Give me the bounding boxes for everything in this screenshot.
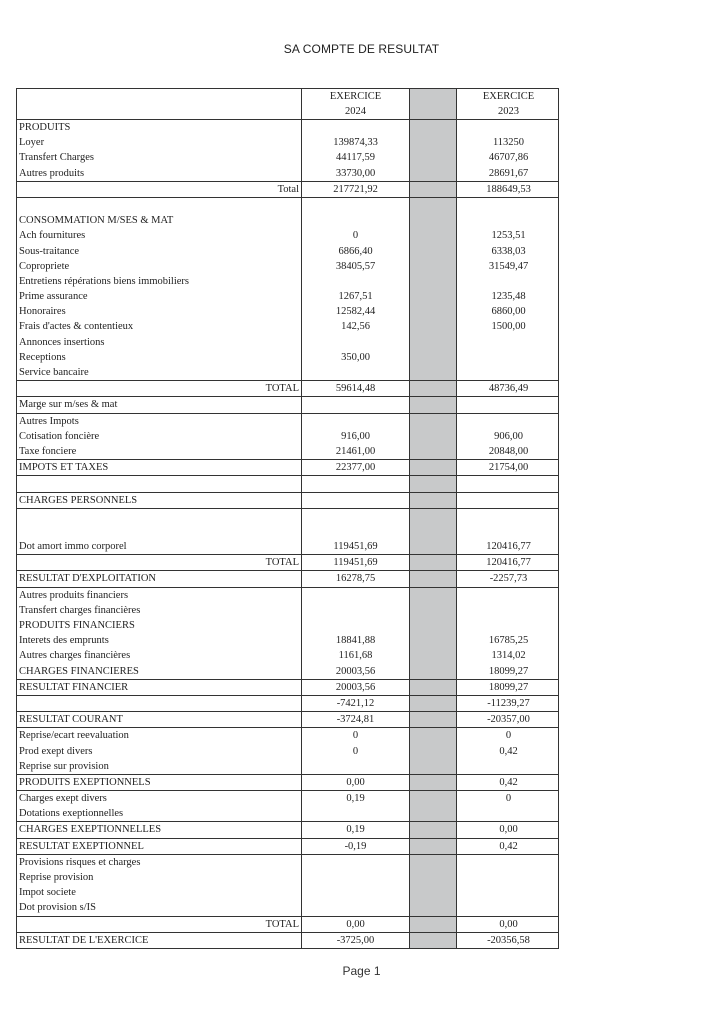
value-2024: -7421,12 <box>336 697 375 709</box>
value-2024: 20003,56 <box>335 665 376 677</box>
label-column <box>17 791 302 821</box>
value-2023: 0,00 <box>499 918 518 930</box>
document-title: SA COMPTE DE RESULTAT <box>283 42 440 56</box>
row-label: CHARGES EXEPTIONNELLES <box>19 824 162 836</box>
value-2024 <box>302 855 409 870</box>
value-2024-column <box>302 397 410 412</box>
value-2024-column <box>302 791 410 821</box>
row-label: CONSOMMATION M/SES & MAT <box>19 215 174 227</box>
value-2023: -20357,00 <box>487 714 530 726</box>
value-2023-column <box>457 414 560 460</box>
value-2023: 1314,02 <box>491 650 526 662</box>
value-2023 <box>457 588 560 603</box>
gray-separator-column <box>410 728 457 774</box>
value-2024 <box>302 198 409 213</box>
row-label: Loyer <box>19 137 45 149</box>
label-column <box>17 571 302 586</box>
value-2023: 20848,00 <box>488 445 529 457</box>
row-label: Dot provision s/IS <box>19 902 97 914</box>
value-2023: 31549,47 <box>488 260 529 272</box>
value-2024 <box>302 524 409 539</box>
value-2023-column <box>457 696 560 711</box>
value-2023-column <box>457 855 560 916</box>
gray-separator-column <box>410 822 457 837</box>
value-2024: -0,19 <box>344 840 367 852</box>
value-2024-column <box>302 775 410 790</box>
value-2024: 0,19 <box>346 824 365 836</box>
row-label: Autres Impots <box>19 415 79 427</box>
value-2024-column <box>302 728 410 774</box>
value-2024-column <box>302 680 410 695</box>
row-label: Entretiens répérations biens immobiliers <box>19 275 189 287</box>
value-2023-column <box>457 712 560 727</box>
value-2023 <box>457 759 560 774</box>
row-label: Ach fournitures <box>19 230 86 242</box>
header-2024 <box>302 89 410 119</box>
value-2023: 48736,49 <box>488 383 529 395</box>
value-2023: 28691,67 <box>488 167 529 179</box>
gray-separator-column <box>410 775 457 790</box>
value-2024 <box>302 365 409 380</box>
value-2023-column <box>457 775 560 790</box>
value-2024-column <box>302 509 410 555</box>
gray-separator-column <box>410 89 457 119</box>
value-2024 <box>302 414 409 429</box>
table-body <box>16 120 559 949</box>
value-2024: 0,00 <box>346 918 365 930</box>
value-2023 <box>457 524 560 539</box>
value-2023 <box>457 365 560 380</box>
value-2024 <box>302 759 409 774</box>
value-2024: -3725,00 <box>336 934 375 946</box>
value-2023-column <box>457 933 560 948</box>
value-2023: 6860,00 <box>491 306 526 318</box>
value-2023-column <box>457 822 560 837</box>
total-label: Total <box>277 183 299 195</box>
value-2023 <box>457 335 560 350</box>
row-label: Autres produits financiers <box>19 589 129 601</box>
total-block <box>16 555 559 571</box>
value-2024: 12582,44 <box>335 306 376 318</box>
row-label: RESULTAT FINANCIER <box>19 681 129 693</box>
table-block <box>16 414 559 461</box>
income-statement-table <box>16 88 559 949</box>
label-column <box>17 555 302 570</box>
label-column <box>17 588 302 679</box>
value-2024 <box>302 335 409 350</box>
label-column <box>17 680 302 695</box>
value-2024: 142,56 <box>341 321 370 333</box>
row-label: Reprise/ecart reevaluation <box>19 730 129 742</box>
row-label: Sous-traitance <box>19 245 80 257</box>
value-2023-column <box>457 381 560 396</box>
row-label: RESULTAT DE L'EXERCICE <box>19 934 149 946</box>
label-column <box>17 822 302 837</box>
row-label: Impot societe <box>19 887 76 899</box>
row-label: PRODUITS EXEPTIONNELS <box>19 776 151 788</box>
table-block <box>16 680 559 696</box>
table-block <box>16 509 559 556</box>
value-2024: 350,00 <box>341 351 370 363</box>
value-2024 <box>302 806 409 821</box>
value-2024: 139874,33 <box>333 137 378 149</box>
value-2024-column <box>302 696 410 711</box>
label-column <box>17 460 302 475</box>
label-column <box>17 198 302 380</box>
gray-separator-column <box>410 381 457 396</box>
table-block <box>16 791 559 822</box>
label-column <box>17 414 302 460</box>
value-2024: 0 <box>352 230 359 242</box>
value-2023: 120416,77 <box>486 557 531 569</box>
value-2023: 1253,51 <box>491 230 526 242</box>
value-2024-column <box>302 120 410 181</box>
value-2024: 217721,92 <box>333 183 378 195</box>
value-2024: 1161,68 <box>338 650 373 662</box>
label-column <box>17 839 302 854</box>
value-2023: 21754,00 <box>488 462 529 474</box>
total-block <box>16 917 559 933</box>
gray-separator-column <box>410 509 457 555</box>
page-number: Page 1 <box>342 964 381 978</box>
table-block <box>16 933 559 949</box>
value-2024: 59614,48 <box>335 383 376 395</box>
value-2024-column <box>302 855 410 916</box>
value-2023-column <box>457 493 560 508</box>
header-2024-year: 2024 <box>345 106 366 117</box>
value-2023: -11239,27 <box>487 697 530 709</box>
label-column <box>17 933 302 948</box>
gray-separator-column <box>410 476 457 491</box>
table-block <box>16 588 559 680</box>
gray-separator-column <box>410 493 457 508</box>
total-label: TOTAL <box>265 383 299 395</box>
value-2024: 38405,57 <box>335 260 376 272</box>
value-2024-column <box>302 917 410 932</box>
value-2023: 906,00 <box>494 430 523 442</box>
value-2023 <box>457 198 560 213</box>
header-2023-label: EXERCICE <box>482 91 535 102</box>
row-label: RESULTAT COURANT <box>19 714 123 726</box>
row-label: RESULTAT D'EXPLOITATION <box>19 573 157 585</box>
gray-separator-column <box>410 588 457 679</box>
value-2023 <box>457 274 560 289</box>
header-label-cell <box>17 89 302 119</box>
total-label: TOTAL <box>265 918 299 930</box>
label-column <box>17 775 302 790</box>
row-label: Honoraires <box>19 306 66 318</box>
value-2024: 21461,00 <box>335 445 376 457</box>
row-label: Marge sur m/ses & mat <box>19 399 118 411</box>
value-2023: 0 <box>505 730 512 742</box>
label-column <box>17 855 302 916</box>
value-2024 <box>302 885 409 900</box>
value-2024-column <box>302 381 410 396</box>
label-column <box>17 476 302 491</box>
value-2024 <box>302 509 409 524</box>
header-2023 <box>457 89 560 119</box>
value-2023 <box>457 603 560 618</box>
value-2024-column <box>302 198 410 380</box>
value-2023-column <box>457 571 560 586</box>
row-label: Receptions <box>19 351 66 363</box>
row-label: Autres produits <box>19 167 85 179</box>
value-2023-column <box>457 198 560 380</box>
table-block <box>16 493 559 509</box>
gray-separator-column <box>410 397 457 412</box>
value-2023 <box>457 120 560 135</box>
value-2024: 6866,40 <box>338 245 373 257</box>
value-2024: 20003,56 <box>335 681 376 693</box>
value-2024 <box>302 588 409 603</box>
gray-separator-column <box>410 571 457 586</box>
table-block <box>16 839 559 855</box>
table-block <box>16 728 559 775</box>
row-label: Annonces insertions <box>19 336 105 348</box>
value-2023: -20356,58 <box>487 934 530 946</box>
row-label: Prod exept divers <box>19 745 93 757</box>
row-label <box>19 696 301 711</box>
value-2024: 0,19 <box>346 793 365 805</box>
row-label: Transfert Charges <box>19 152 94 164</box>
value-2023 <box>457 900 560 915</box>
value-2023: 46707,86 <box>488 152 529 164</box>
row-label: Provisions risques et charges <box>19 856 141 868</box>
label-column <box>17 381 302 396</box>
row-label: Service bancaire <box>19 367 89 378</box>
value-2023 <box>457 493 560 508</box>
value-2024: 1267,51 <box>338 291 373 303</box>
row-label: Reprise provision <box>19 872 94 883</box>
table-header <box>16 88 559 120</box>
value-2023 <box>457 414 560 429</box>
value-2023: 120416,77 <box>486 541 531 553</box>
value-2023-column <box>457 680 560 695</box>
value-2024: 16278,75 <box>335 573 376 585</box>
row-label: Prime assurance <box>19 291 88 303</box>
table-block <box>16 571 559 587</box>
label-column <box>17 696 302 711</box>
value-2023 <box>457 806 560 821</box>
value-2024: 44117,59 <box>336 152 375 164</box>
row-label: Copropriete <box>19 260 70 272</box>
value-2023: 0,42 <box>499 776 518 788</box>
label-column <box>17 120 302 181</box>
value-2023: 0,00 <box>499 824 518 836</box>
value-2023-column <box>457 182 560 197</box>
row-label: CHARGES PERSONNELS <box>19 494 138 506</box>
value-2023: 0 <box>505 793 512 805</box>
value-2024-column <box>302 839 410 854</box>
value-2024: 916,00 <box>341 430 370 442</box>
total-label: TOTAL <box>265 557 299 569</box>
label-column <box>17 917 302 932</box>
value-2023 <box>457 213 560 228</box>
value-2023 <box>457 476 560 491</box>
label-column <box>17 509 302 555</box>
value-2024 <box>302 120 409 135</box>
value-2023: 0,42 <box>499 745 518 757</box>
value-2023: 113250 <box>492 137 525 149</box>
row-label: Dotations exeptionnelles <box>19 808 124 820</box>
gray-separator-column <box>410 855 457 916</box>
row-label <box>19 476 301 491</box>
value-2023-column <box>457 120 560 181</box>
row-label <box>19 524 301 539</box>
table-block <box>16 460 559 476</box>
value-2024-column <box>302 476 410 491</box>
value-2023 <box>457 397 560 412</box>
value-2024: 119451,69 <box>333 541 378 553</box>
value-2023: 188649,53 <box>486 183 531 195</box>
value-2023-column <box>457 509 560 555</box>
value-2024-column <box>302 933 410 948</box>
value-2024 <box>302 476 409 491</box>
value-2024-column <box>302 182 410 197</box>
gray-separator-column <box>410 696 457 711</box>
row-label: Interets des emprunts <box>19 635 109 647</box>
value-2024: 0 <box>352 730 359 742</box>
table-block <box>16 198 559 381</box>
value-2023: -2257,73 <box>489 573 528 585</box>
value-2024: 0,00 <box>346 776 365 788</box>
value-2024-column <box>302 493 410 508</box>
value-2024 <box>302 213 409 228</box>
value-2023-column <box>457 460 560 475</box>
gray-separator-column <box>410 182 457 197</box>
value-2024-column <box>302 555 410 570</box>
value-2024: 18841,88 <box>335 635 376 647</box>
value-2024 <box>302 618 409 633</box>
row-label <box>19 509 301 524</box>
value-2024: 0 <box>352 745 359 757</box>
value-2023-column <box>457 476 560 491</box>
value-2024 <box>302 397 409 412</box>
gray-separator-column <box>410 680 457 695</box>
table-block <box>16 775 559 791</box>
row-label: Frais d'actes & contentieux <box>19 321 134 333</box>
gray-separator-column <box>410 933 457 948</box>
header-2023-year: 2023 <box>498 106 519 117</box>
value-2023-column <box>457 728 560 774</box>
table-block <box>16 712 559 728</box>
total-block <box>16 381 559 397</box>
table-block <box>16 120 559 182</box>
value-2024 <box>302 603 409 618</box>
value-2024-column <box>302 712 410 727</box>
value-2023: 6338,03 <box>491 245 526 257</box>
table-block <box>16 397 559 413</box>
value-2023-column <box>457 397 560 412</box>
value-2024 <box>302 274 409 289</box>
value-2023: 1500,00 <box>491 321 526 333</box>
gray-separator-column <box>410 120 457 181</box>
table-block <box>16 696 559 712</box>
value-2024: 33730,00 <box>335 167 376 179</box>
label-column <box>17 728 302 774</box>
value-2023 <box>457 618 560 633</box>
value-2023: 18099,27 <box>488 681 529 693</box>
row-label: Charges exept divers <box>19 793 107 805</box>
value-2023: 0,42 <box>499 840 518 852</box>
value-2023-column <box>457 588 560 679</box>
value-2024-column <box>302 571 410 586</box>
value-2024: -3724,81 <box>336 714 375 726</box>
value-2024-column <box>302 414 410 460</box>
value-2024: 22377,00 <box>335 462 376 474</box>
total-block <box>16 182 559 198</box>
value-2024 <box>302 870 409 885</box>
value-2023: 1235,48 <box>491 291 526 303</box>
value-2023: 18099,27 <box>488 665 529 677</box>
row-label: Transfert charges financières <box>19 604 141 616</box>
label-column <box>17 182 302 197</box>
gray-separator-column <box>410 198 457 380</box>
value-2024: 119451,69 <box>333 557 378 569</box>
row-label: Autres charges financières <box>19 650 131 662</box>
label-column <box>17 493 302 508</box>
value-2023 <box>457 509 560 524</box>
gray-separator-column <box>410 414 457 460</box>
value-2023 <box>457 350 560 365</box>
table-block <box>16 822 559 838</box>
row-label: IMPOTS ET TAXES <box>19 462 109 474</box>
value-2023 <box>457 855 560 870</box>
value-2023 <box>457 870 560 885</box>
value-2023-column <box>457 555 560 570</box>
row-label: Cotisation foncière <box>19 430 100 442</box>
value-2024-column <box>302 822 410 837</box>
gray-separator-column <box>410 791 457 821</box>
row-label <box>19 198 301 213</box>
value-2024-column <box>302 588 410 679</box>
gray-separator-column <box>410 712 457 727</box>
gray-separator-column <box>410 460 457 475</box>
value-2024-column <box>302 460 410 475</box>
value-2023 <box>457 885 560 900</box>
value-2023: 16785,25 <box>488 635 529 647</box>
value-2024 <box>302 493 409 508</box>
value-2023-column <box>457 839 560 854</box>
row-label: Taxe fonciere <box>19 445 77 457</box>
value-2023-column <box>457 917 560 932</box>
gray-separator-column <box>410 839 457 854</box>
table-block <box>16 855 559 917</box>
row-label: PRODUITS <box>19 122 71 133</box>
value-2023-column <box>457 791 560 821</box>
row-label: Reprise sur provision <box>19 760 109 772</box>
gray-separator-column <box>410 917 457 932</box>
gray-separator-column <box>410 555 457 570</box>
row-label: Dot amort immo corporel <box>19 541 127 553</box>
label-column <box>17 397 302 412</box>
label-column <box>17 712 302 727</box>
value-2024 <box>302 900 409 915</box>
row-label: PRODUITS FINANCIERS <box>19 620 135 631</box>
table-block <box>16 476 559 492</box>
row-label: CHARGES FINANCIERES <box>19 665 139 677</box>
header-2024-label: EXERCICE <box>329 91 382 102</box>
row-label: RESULTAT EXEPTIONNEL <box>19 840 144 852</box>
